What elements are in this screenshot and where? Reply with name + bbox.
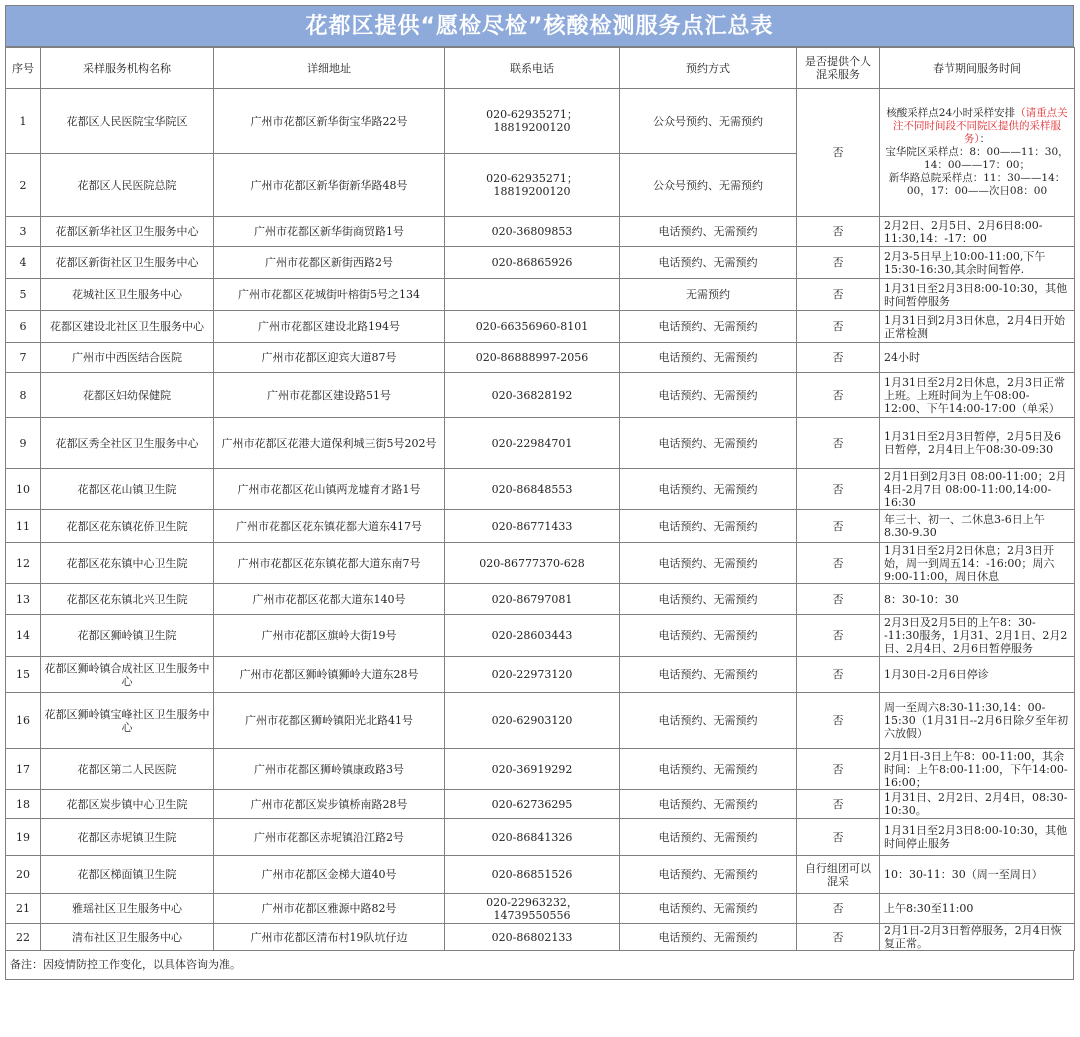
cell-no: 5 xyxy=(6,279,41,311)
cell-mixed: 否 xyxy=(797,217,880,247)
cell-phone: 020-86848553 xyxy=(445,469,620,510)
cell-phone: 020-22984701 xyxy=(445,418,620,469)
hours-line-xinhua: 新华路总院采样点：11：30——14：00，17：00——次日08：00 xyxy=(888,172,1066,197)
service-point-table xyxy=(5,47,1075,951)
cell-hours: 1月31日至2月3日暂停，2月5日及6日暂停，2月4日上午08:30-09:30 xyxy=(880,418,1075,469)
cell-name: 花都区花东镇花侨卫生院 xyxy=(41,510,214,543)
cell-booking: 电话预约、无需预约 xyxy=(620,657,797,693)
cell-mixed: 否 xyxy=(797,615,880,657)
cell-address: 广州市花都区新街西路2号 xyxy=(214,247,445,279)
cell-hours: 周一至周六8:30-11:30,14：00-15:30（1月31日--2月6日除夕至年初六放假） xyxy=(880,693,1075,749)
cell-mixed: 否 xyxy=(797,790,880,819)
cell-mixed: 否 xyxy=(797,894,880,924)
cell-name: 花都区建设北社区卫生服务中心 xyxy=(41,311,214,343)
cell-booking: 电话预约、无需预约 xyxy=(620,311,797,343)
cell-no: 18 xyxy=(6,790,41,819)
table-row xyxy=(6,819,1075,856)
table-row xyxy=(6,693,1075,749)
cell-address: 广州市花都区花港大道保利城三街5号202号 xyxy=(214,418,445,469)
cell-booking: 电话预约、无需预约 xyxy=(620,343,797,373)
cell-mixed: 否 xyxy=(797,584,880,615)
cell-name: 花都区人民医院宝华院区 xyxy=(41,89,214,154)
cell-no: 4 xyxy=(6,247,41,279)
cell-hours: 2月3-5日早上10:00-11:00,下午15:30-16:30,其余时间暂停. xyxy=(880,247,1075,279)
cell-phone: 020-86777370-628 xyxy=(445,543,620,584)
table-row xyxy=(6,657,1075,693)
cell-no: 1 xyxy=(6,89,41,154)
cell-address: 广州市花都区新华街新华路48号 xyxy=(214,154,445,217)
cell-booking: 电话预约、无需预约 xyxy=(620,749,797,790)
cell-booking: 电话预约、无需预约 xyxy=(620,819,797,856)
cell-no: 20 xyxy=(6,856,41,894)
cell-no: 8 xyxy=(6,373,41,418)
cell-name: 花都区人民医院总院 xyxy=(41,154,214,217)
hours-line-baohua: 宝华院区采样点：8：00——11：30，14：00——17：00； xyxy=(885,146,1069,171)
cell-mixed: 否 xyxy=(797,418,880,469)
cell-mixed: 否 xyxy=(797,543,880,584)
cell-phone: 020-86771433 xyxy=(445,510,620,543)
cell-address: 广州市花都区建设北路194号 xyxy=(214,311,445,343)
cell-mixed: 否 xyxy=(797,247,880,279)
cell-phone: 020-86841326 xyxy=(445,819,620,856)
cell-hours: 年三十、初一、二休息3-6日上午8.30-9.30 xyxy=(880,510,1075,543)
cell-mixed: 否 xyxy=(797,693,880,749)
cell-phone: 020-86802133 xyxy=(445,924,620,951)
cell-no: 22 xyxy=(6,924,41,951)
cell-booking: 电话预约、无需预约 xyxy=(620,543,797,584)
cell-no: 16 xyxy=(6,693,41,749)
table-row xyxy=(6,510,1075,543)
table-row xyxy=(6,373,1075,418)
cell-no: 9 xyxy=(6,418,41,469)
cell-booking: 电话预约、无需预约 xyxy=(620,584,797,615)
cell-name: 广州市中西医结合医院 xyxy=(41,343,214,373)
cell-name: 花都区花东镇北兴卫生院 xyxy=(41,584,214,615)
cell-name: 花都区花东镇中心卫生院 xyxy=(41,543,214,584)
cell-phone: 020-22963232，14739550556 xyxy=(445,894,620,924)
cell-phone: 020-62736295 xyxy=(445,790,620,819)
footnote: 备注：因疫情防控工作变化，以具体咨询为准。 xyxy=(5,951,1074,980)
cell-hours: 10：30-11：30（周一至周日） xyxy=(880,856,1075,894)
cell-address: 广州市花都区旗岭大街19号 xyxy=(214,615,445,657)
cell-address: 广州市花都区新华街商贸路1号 xyxy=(214,217,445,247)
table-row xyxy=(6,89,1075,154)
cell-hours: 8：30-10：30 xyxy=(880,584,1075,615)
cell-hours: 1月31日至2月2日休息，2月3日正常上班。上班时间为上午08:00-12:00、下午14:00-17:00（单采） xyxy=(880,373,1075,418)
cell-name: 花都区狮岭镇宝峰社区卫生服务中心 xyxy=(41,693,214,749)
hours-line-1 xyxy=(883,107,1071,146)
cell-address: 广州市花都区狮岭镇狮岭大道东28号 xyxy=(214,657,445,693)
cell-booking: 公众号预约、无需预约 xyxy=(620,89,797,154)
cell-mixed: 否 xyxy=(797,657,880,693)
hours-warning: （请重点关注不同时间段不同院区提供的采样服务） xyxy=(893,107,1068,145)
cell-phone: 020-86865926 xyxy=(445,247,620,279)
cell-no: 7 xyxy=(6,343,41,373)
header-name: 采样服务机构名称 xyxy=(41,48,214,89)
header-address: 详细地址 xyxy=(214,48,445,89)
cell-booking: 电话预约、无需预约 xyxy=(620,924,797,951)
cell-no: 15 xyxy=(6,657,41,693)
cell-address: 广州市花都区雅源中路82号 xyxy=(214,894,445,924)
cell-hours: 1月31日到2月3日休息，2月4日开始正常检测 xyxy=(880,311,1075,343)
cell-mixed: 否 xyxy=(797,279,880,311)
cell-address: 广州市花都区花山镇两龙墟育才路1号 xyxy=(214,469,445,510)
table-row xyxy=(6,749,1075,790)
cell-no: 17 xyxy=(6,749,41,790)
cell-phone: 020-22973120 xyxy=(445,657,620,693)
cell-address: 广州市花都区花都大道东140号 xyxy=(214,584,445,615)
cell-phone: 020-28603443 xyxy=(445,615,620,657)
cell-address: 广州市花都区新华街宝华路22号 xyxy=(214,89,445,154)
cell-phone: 020-62935271；18819200120 xyxy=(445,89,620,154)
table-row xyxy=(6,615,1075,657)
cell-booking: 电话预约、无需预约 xyxy=(620,469,797,510)
cell-booking: 电话预约、无需预约 xyxy=(620,790,797,819)
cell-no: 10 xyxy=(6,469,41,510)
cell-address: 广州市花都区清布村19队坑仔边 xyxy=(214,924,445,951)
table-row xyxy=(6,924,1075,951)
cell-no: 21 xyxy=(6,894,41,924)
cell-phone: 020-62935271；18819200120 xyxy=(445,154,620,217)
cell-no: 14 xyxy=(6,615,41,657)
cell-hours: 上午8:30至11:00 xyxy=(880,894,1075,924)
table-row xyxy=(6,311,1075,343)
cell-hours: 2月2日、2月5日、2月6日8:00-11:30,14：-17：00 xyxy=(880,217,1075,247)
cell-name: 花都区第二人民医院 xyxy=(41,749,214,790)
table-row xyxy=(6,279,1075,311)
header-hours: 春节期间服务时间 xyxy=(880,48,1075,89)
cell-booking: 电话预约、无需预约 xyxy=(620,373,797,418)
cell-hours: 2月1日到2月3日 08:00-11:00；2月4日-2月7日 08:00-11:00,14:00-16:30 xyxy=(880,469,1075,510)
cell-name: 花都区狮岭镇合成社区卫生服务中心 xyxy=(41,657,214,693)
cell-no: 11 xyxy=(6,510,41,543)
cell-phone: 020-62903120 xyxy=(445,693,620,749)
table-row xyxy=(6,343,1075,373)
header-phone: 联系电话 xyxy=(445,48,620,89)
cell-hours: 1月31日、2月2日、2月4日，08:30-10:30。 xyxy=(880,790,1075,819)
cell-booking: 公众号预约、无需预约 xyxy=(620,154,797,217)
cell-booking: 电话预约、无需预约 xyxy=(620,894,797,924)
cell-mixed: 否 xyxy=(797,924,880,951)
cell-address: 广州市花都区花东镇花都大道东417号 xyxy=(214,510,445,543)
table-row xyxy=(6,790,1075,819)
cell-no: 3 xyxy=(6,217,41,247)
cell-address: 广州市花都区狮岭镇康政路3号 xyxy=(214,749,445,790)
cell-address: 广州市花都区迎宾大道87号 xyxy=(214,343,445,373)
cell-booking: 电话预约、无需预约 xyxy=(620,418,797,469)
cell-phone: 020-66356960-8101 xyxy=(445,311,620,343)
cell-phone: 020-86888997-2056 xyxy=(445,343,620,373)
cell-address: 广州市花都区狮岭镇阳光北路41号 xyxy=(214,693,445,749)
header-booking: 预约方式 xyxy=(620,48,797,89)
cell-name: 花都区新街社区卫生服务中心 xyxy=(41,247,214,279)
cell-name: 花都区炭步镇中心卫生院 xyxy=(41,790,214,819)
cell-hours: 24小时 xyxy=(880,343,1075,373)
cell-phone: 020-36828192 xyxy=(445,373,620,418)
hours-intro: 核酸采样点24小时采样安排 xyxy=(886,107,1016,119)
cell-hours: 2月1日-2月3日暂停服务，2月4日恢复正常。 xyxy=(880,924,1075,951)
cell-hours: 1月31日至2月3日8:00-10:30，其他时间停止服务 xyxy=(880,819,1075,856)
cell-phone xyxy=(445,279,620,311)
hours-intro-end: ： xyxy=(979,133,991,145)
cell-hours-merged xyxy=(880,89,1075,217)
cell-mixed: 否 xyxy=(797,510,880,543)
cell-address: 广州市花都区赤坭镇沿江路2号 xyxy=(214,819,445,856)
cell-address: 广州市花都区花东镇花都大道东南7号 xyxy=(214,543,445,584)
cell-name: 花都区秀全社区卫生服务中心 xyxy=(41,418,214,469)
cell-name: 花城社区卫生服务中心 xyxy=(41,279,214,311)
cell-address: 广州市花都区花城街叶榕街5号之134 xyxy=(214,279,445,311)
header-no: 序号 xyxy=(6,48,41,89)
cell-hours: 1月31日至2月3日8:00-10:30，其他时间暂停服务 xyxy=(880,279,1075,311)
cell-hours: 2月3日及2月5日的上午8：30--11:30服务，1月31、2月1日、2月2日、2月4日、2月6日暂停服务 xyxy=(880,615,1075,657)
header-row xyxy=(6,48,1075,89)
cell-mixed: 自行组团可以混采 xyxy=(797,856,880,894)
cell-address: 广州市花都区金梯大道40号 xyxy=(214,856,445,894)
cell-no: 6 xyxy=(6,311,41,343)
cell-mixed: 否 xyxy=(797,311,880,343)
cell-name: 花都区花山镇卫生院 xyxy=(41,469,214,510)
cell-mixed: 否 xyxy=(797,469,880,510)
table-row xyxy=(6,894,1075,924)
cell-booking: 电话预约、无需预约 xyxy=(620,693,797,749)
table-title: 花都区提供“愿检尽检”核酸检测服务点汇总表 xyxy=(5,5,1074,47)
table-row xyxy=(6,469,1075,510)
cell-hours: 2月1日-3日上午8：00-11:00，其余时间：上午8:00-11:00，下午14:00-16:00； xyxy=(880,749,1075,790)
cell-address: 广州市花都区建设路51号 xyxy=(214,373,445,418)
cell-booking: 电话预约、无需预约 xyxy=(620,615,797,657)
cell-name: 清布社区卫生服务中心 xyxy=(41,924,214,951)
cell-booking: 电话预约、无需预约 xyxy=(620,856,797,894)
cell-mixed: 否 xyxy=(797,819,880,856)
table-row xyxy=(6,247,1075,279)
cell-no: 19 xyxy=(6,819,41,856)
cell-booking: 电话预约、无需预约 xyxy=(620,217,797,247)
cell-hours: 1月30日-2月6日停诊 xyxy=(880,657,1075,693)
table-row xyxy=(6,584,1075,615)
summary-sheet xyxy=(5,5,1074,980)
cell-booking: 电话预约、无需预约 xyxy=(620,510,797,543)
cell-name: 花都区新华社区卫生服务中心 xyxy=(41,217,214,247)
cell-phone: 020-36809853 xyxy=(445,217,620,247)
cell-mixed: 否 xyxy=(797,373,880,418)
cell-phone: 020-86797081 xyxy=(445,584,620,615)
cell-booking: 无需预约 xyxy=(620,279,797,311)
cell-no: 2 xyxy=(6,154,41,217)
cell-name: 花都区赤坭镇卫生院 xyxy=(41,819,214,856)
table-row xyxy=(6,856,1075,894)
cell-name: 花都区梯面镇卫生院 xyxy=(41,856,214,894)
header-mixed: 是否提供个人混采服务 xyxy=(797,48,880,89)
cell-name: 雅瑶社区卫生服务中心 xyxy=(41,894,214,924)
cell-mixed: 否 xyxy=(797,343,880,373)
cell-phone: 020-86851526 xyxy=(445,856,620,894)
table-row xyxy=(6,418,1075,469)
cell-hours: 1月31日至2月2日休息；2月3日开始，周一到周五14：-16:00；周六9:00-11:00，周日休息 xyxy=(880,543,1075,584)
cell-mixed: 否 xyxy=(797,89,880,217)
cell-address: 广州市花都区炭步镇桥南路28号 xyxy=(214,790,445,819)
cell-phone: 020-36919292 xyxy=(445,749,620,790)
cell-name: 花都区妇幼保健院 xyxy=(41,373,214,418)
cell-no: 12 xyxy=(6,543,41,584)
cell-no: 13 xyxy=(6,584,41,615)
cell-name: 花都区狮岭镇卫生院 xyxy=(41,615,214,657)
table-row xyxy=(6,217,1075,247)
cell-booking: 电话预约、无需预约 xyxy=(620,247,797,279)
table-row xyxy=(6,543,1075,584)
cell-mixed: 否 xyxy=(797,749,880,790)
